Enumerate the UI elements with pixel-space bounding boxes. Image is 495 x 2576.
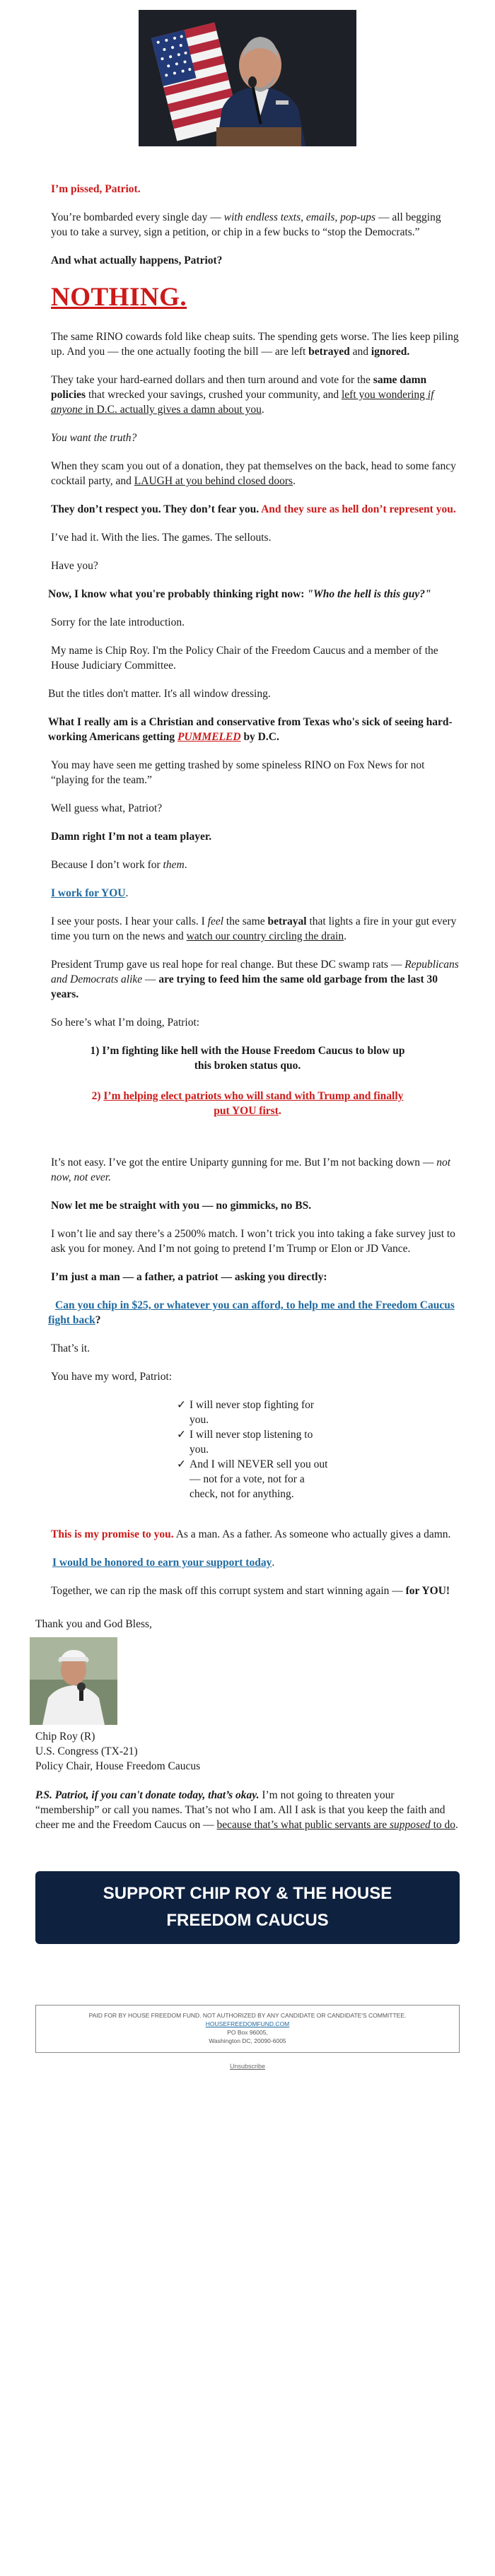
text: in D.C. actually gives a damn about you	[82, 404, 262, 416]
text: .	[455, 1819, 458, 1831]
text: watch our country circling the drain	[186, 930, 344, 942]
paragraph-team-player: Damn right I’m not a team player.	[51, 831, 212, 843]
text: .	[278, 1105, 281, 1117]
text: Now, I know what you're probably thinking right now:	[48, 588, 308, 600]
paragraph-doing: So here’s what I’m doing, Patriot:	[51, 1017, 200, 1029]
paragraph-christian	[35, 715, 460, 744]
text: them	[163, 859, 185, 871]
promise-checklist	[35, 1398, 460, 1501]
text: and	[349, 346, 371, 358]
signature-name: Chip Roy (R)	[35, 1731, 95, 1743]
text: Because I don’t work for	[51, 859, 163, 871]
paragraph-straight: Now let me be straight with you — no gimmicks, no BS.	[51, 1200, 312, 1212]
text: betrayed	[308, 346, 350, 358]
address-line-2: Washington DC, 20090-6005	[209, 2037, 286, 2044]
paragraph-see-posts	[35, 914, 460, 944]
signoff: Thank you and God Bless,	[35, 1618, 152, 1630]
hero-photo	[139, 10, 356, 146]
paragraph-together	[35, 1583, 460, 1598]
paragraph-have-you: Have you?	[51, 560, 98, 572]
signature-role: Policy Chair, House Freedom Caucus	[35, 1760, 201, 1772]
text: LAUGH at you behind closed doors	[134, 475, 293, 487]
signature-block	[35, 1617, 460, 1774]
text: — all begging you to take a survey, sign a petition, or chip in a few bucks to “stop the Democrats.”	[51, 211, 441, 238]
text: .	[184, 859, 187, 871]
paragraph-just-a-man: I’m just a man — a father, a patriot — asking you directly:	[51, 1271, 327, 1283]
house-freedom-fund-link[interactable]: HOUSEFREEDOMFUND.COM	[205, 2020, 290, 2027]
text: that wrecked your savings, crushed your community, and	[86, 389, 342, 401]
paragraph-my-word: You have my word, Patriot:	[51, 1371, 173, 1383]
paragraph-my-name: My name is Chip Roy. I'm the Policy Chair of the Freedom Caucus and a member of the House Judiciary Committee.	[51, 645, 438, 672]
text: This is my promise to you.	[51, 1528, 174, 1540]
text: Together, we can rip the mask off this corrupt system and start winning again —	[51, 1585, 406, 1597]
paragraph-work-for	[35, 857, 460, 872]
email-page	[0, 10, 495, 2070]
paragraph-honored	[35, 1555, 460, 1570]
text: ignored.	[371, 346, 410, 358]
text: President Trump gave us real hope for real change. But these DC swamp rats —	[51, 959, 405, 971]
text: I will never stop listening to you.	[190, 1429, 313, 1456]
earn-support-link[interactable]: I would be honored to earn your support today	[52, 1557, 272, 1569]
text: that lights a fire in your gut every time you turn on the news and	[51, 915, 457, 942]
paragraph-work-for-you: I work for YOU.	[51, 887, 129, 899]
support-button[interactable]	[35, 1871, 460, 1944]
text: with endless texts, emails, pop-ups	[223, 211, 376, 223]
text: betrayal	[267, 915, 307, 927]
text: I’m not going to threaten your “membership” or call you names. That’s not who I am. All I ask is that you keep the faith and cheer me and the Freedom Caucus on —	[35, 1789, 446, 1831]
truth-line: You want the truth?	[51, 432, 137, 444]
text: .	[344, 930, 346, 942]
text: What I really am is a Christian and conservative from Texas who's sick of seeing hard-working Americans getting	[48, 716, 453, 743]
point-two	[85, 1089, 410, 1118]
support-button-line2: FREEDOM CAUCUS	[166, 1911, 329, 1930]
text: And they sure as hell don’t represent you.	[261, 503, 456, 515]
text: by D.C.	[240, 731, 279, 743]
checklist-item	[177, 1427, 460, 1457]
text: PUMMELED	[177, 731, 241, 743]
text: The same RINO cowards fold like cheap suits. The spending gets worse. The lies keep piling up. And you — the one actually footing the bill — are left	[51, 331, 459, 358]
text: the same	[223, 915, 268, 927]
text: same damn policies	[51, 374, 427, 401]
text: .	[272, 1557, 275, 1569]
paragraph-bombarded	[35, 210, 460, 240]
text: .	[261, 404, 264, 416]
paid-for-disclaimer: PAID FOR BY HOUSE FREEDOM FUND. NOT AUTHORIZED BY ANY CANDIDATE OR CANDIDATE'S COMMITTEE.	[88, 2012, 407, 2019]
paragraph-guess-what: Well guess what, Patriot?	[51, 802, 163, 814]
chip-in-link[interactable]: Can you chip in $25, or whatever you can afford, to help me and the Freedom Caucus fight back	[48, 1299, 455, 1326]
text: As a man. As a father. As someone who actually gives a damn.	[173, 1528, 451, 1540]
text: .	[293, 475, 296, 487]
text: And I will NEVER sell you out — not for a vote, not for a check, not for anything.	[190, 1458, 328, 1500]
footer-disclaimer-box	[35, 2005, 460, 2053]
text: They take your hard-earned dollars and then turn around and vote for the	[51, 374, 373, 386]
check-icon: ✓	[177, 1429, 186, 1441]
paragraph-not-easy	[35, 1155, 460, 1185]
paragraph-promise	[35, 1527, 460, 1542]
text: left you wondering	[341, 389, 428, 401]
text: supposed	[390, 1819, 431, 1831]
signature-office: U.S. Congress (TX-21)	[35, 1745, 138, 1757]
cta-wrapper	[0, 1846, 495, 1944]
checklist-item	[177, 1398, 460, 1427]
text: not now, not ever.	[51, 1157, 451, 1183]
paragraph-had-it: I’ve had it. With the lies. The games. The sellouts.	[51, 532, 272, 544]
text: You’re bombarded every single day —	[51, 211, 224, 223]
text: When they scam you out of a donation, they pat themselves on the back, head to some fancy cocktail party, and	[51, 460, 456, 487]
checklist-item	[177, 1457, 460, 1501]
postscript	[35, 1788, 460, 1832]
text: feel	[207, 915, 224, 927]
paragraph-who-is-this	[35, 587, 460, 602]
letter-body	[0, 146, 495, 1832]
text: to do	[430, 1819, 456, 1831]
point-one: 1) I’m fighting like hell with the House Freedom Caucus to blow up this broken status quo.	[90, 1045, 405, 1072]
text: They don’t respect you. They don’t fear you.	[51, 503, 262, 515]
text: because that’s what public servants are	[216, 1819, 390, 1831]
check-icon: ✓	[177, 1399, 186, 1411]
paragraph-rino	[35, 329, 460, 359]
paragraph-chip-in	[35, 1298, 460, 1328]
paragraph-scam	[35, 459, 460, 488]
text: 2)	[91, 1090, 104, 1102]
paragraph-sorry: Sorry for the late introduction.	[51, 616, 185, 628]
text: ?	[95, 1314, 101, 1326]
text: I will never stop fighting for you.	[190, 1399, 315, 1426]
check-icon: ✓	[177, 1458, 186, 1470]
text: Republicans and Democrats alike	[51, 959, 459, 985]
text: "Who the hell is this guy?"	[307, 588, 431, 600]
unsubscribe-link[interactable]: Unsubscribe	[229, 2063, 266, 2070]
paragraph-no-lie: I won’t lie and say there’s a 2500% match. I won’t trick you into taking a fake survey just to ask you for money. And I’m not going to pretend I’m Trump or Elon or JD Vance.	[51, 1228, 455, 1255]
elect-patriots-link[interactable]: I’m helping elect patriots who will stand with Trump and finally put YOU first	[103, 1090, 404, 1117]
text: for YOU!	[405, 1585, 450, 1597]
text: It’s not easy. I’ve got the entire Uniparty gunning for me. But I’m not backing down —	[51, 1157, 437, 1169]
greeting: I’m pissed, Patriot.	[51, 183, 141, 195]
text: P.S. Patriot, if you can't donate today, that’s okay.	[35, 1789, 260, 1801]
signature-photo	[30, 1637, 117, 1725]
signature-lines	[35, 1729, 460, 1774]
text: —	[142, 973, 159, 985]
work-for-you-link[interactable]: I work for YOU	[51, 887, 126, 899]
question-what-happens: And what actually happens, Patriot?	[51, 254, 223, 267]
paragraph-hard-earned	[35, 373, 460, 417]
support-button-line1: SUPPORT CHIP ROY & THE HOUSE	[103, 1884, 392, 1903]
paragraph-trump-hope	[35, 957, 460, 1002]
text: I see your posts. I hear your calls. I	[51, 915, 208, 927]
address-line-1: PO Box 96005,	[227, 2029, 268, 2036]
paragraph-respect	[35, 502, 460, 517]
paragraph-titles: But the titles don't matter. It's all window dressing.	[48, 688, 271, 700]
paragraph-fox-news: You may have seen me getting trashed by some spineless RINO on Fox News for not “playing for the team.”	[51, 759, 425, 786]
paragraph-thats-it: That’s it.	[51, 1342, 91, 1354]
text: if anyone	[51, 389, 434, 416]
nothing-headline: NOTHING.	[51, 283, 187, 312]
text: are trying to feed him the same old garbage from the last 30 years.	[51, 973, 438, 1000]
